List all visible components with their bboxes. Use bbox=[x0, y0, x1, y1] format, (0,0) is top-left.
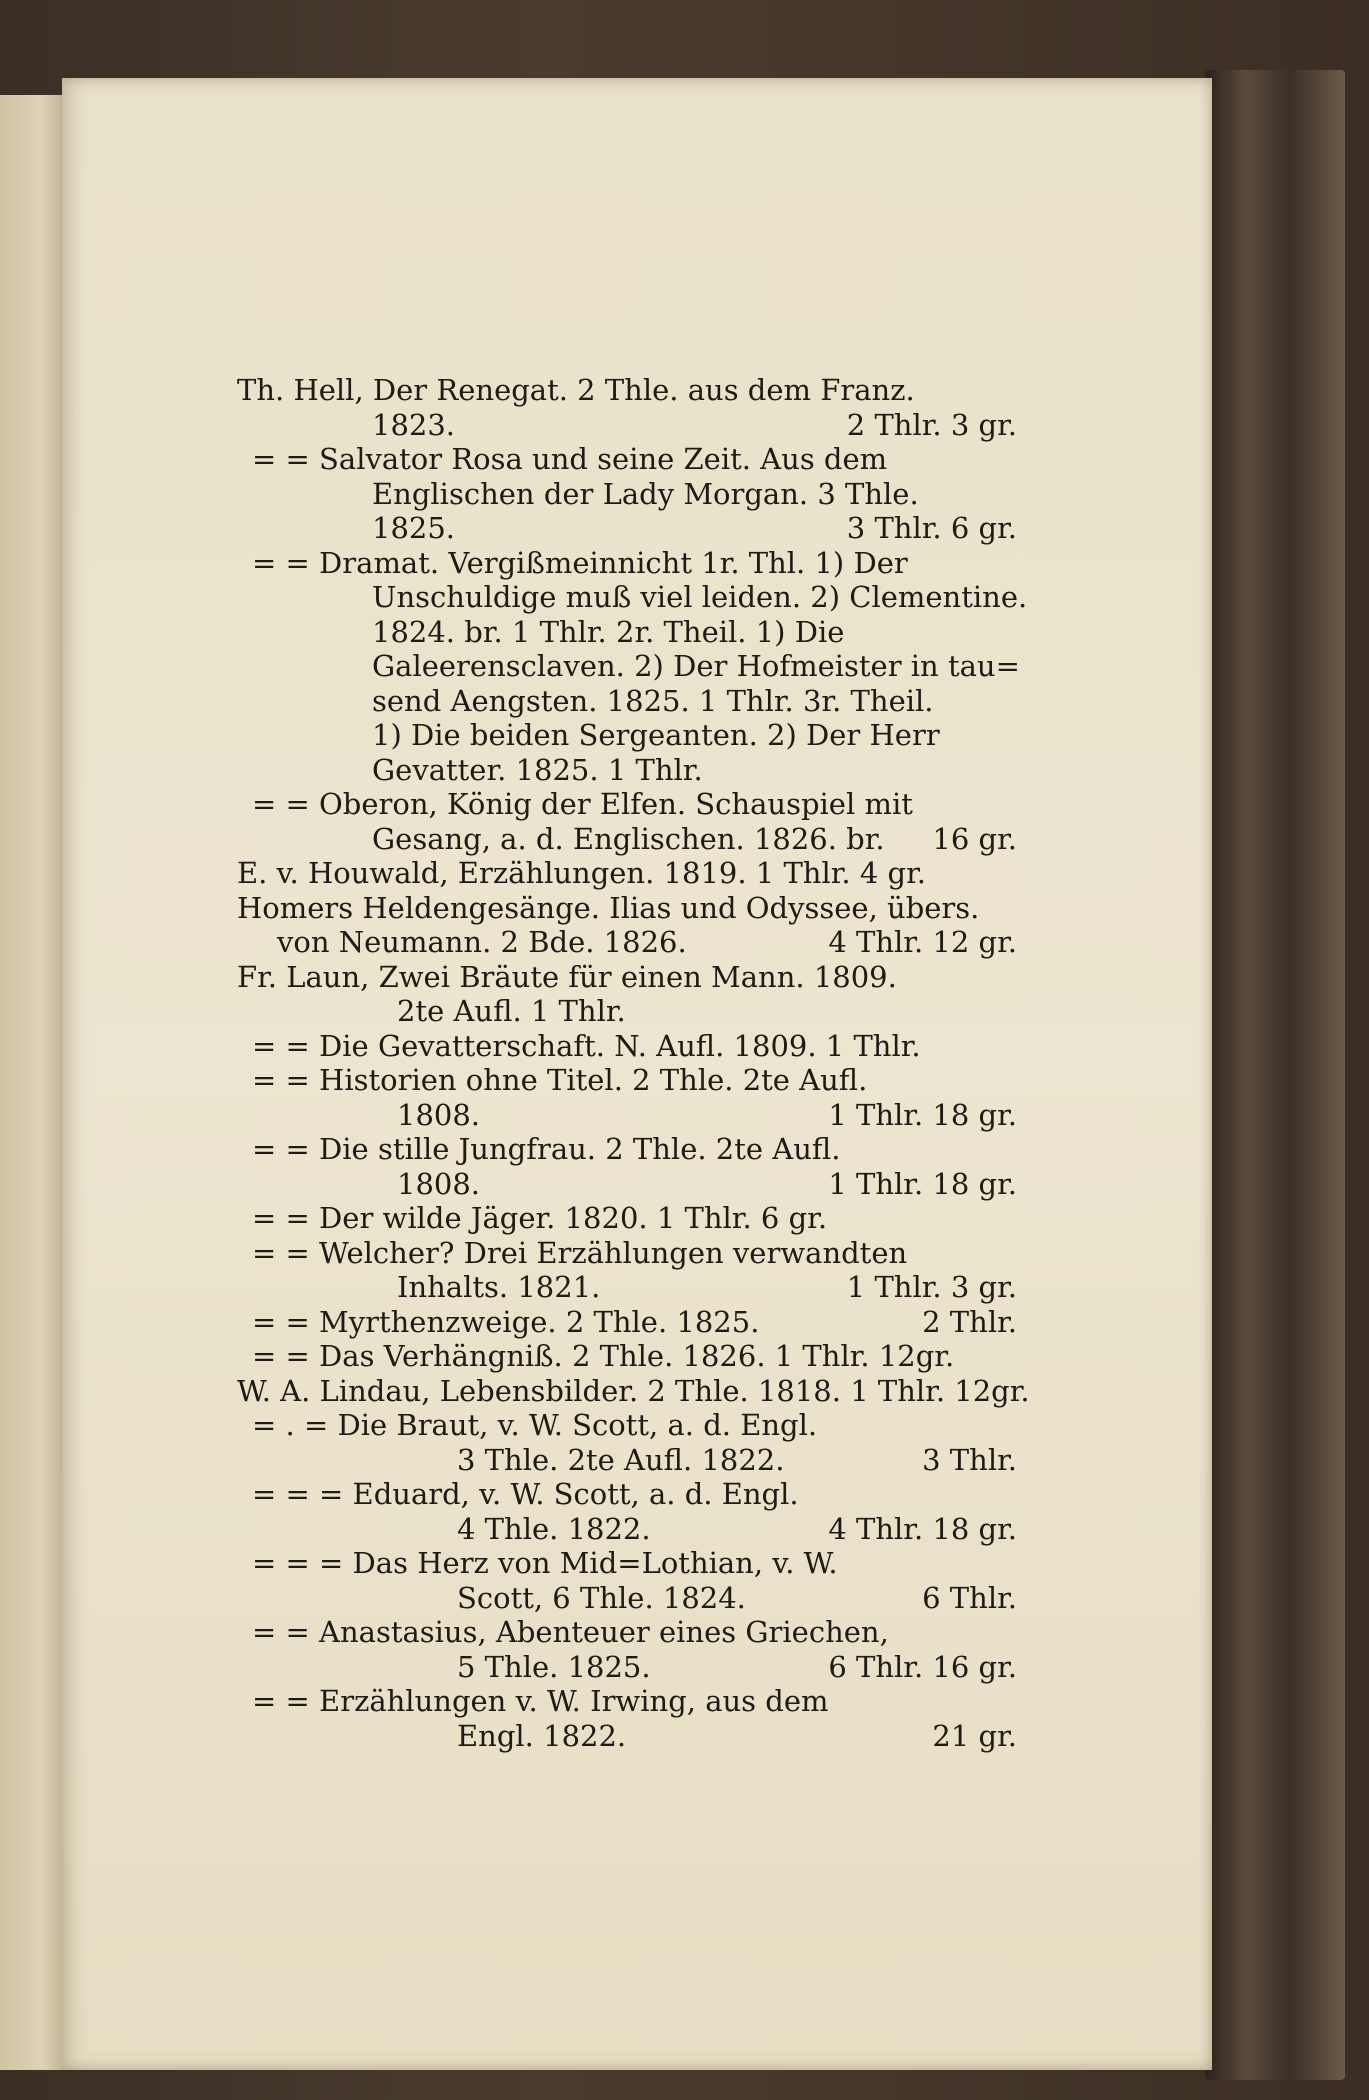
text-line: Gevatter. 1825. 1 Thlr. bbox=[372, 752, 703, 787]
text-line: = = = Das Herz von Mid=Lothian, v. W. bbox=[252, 1546, 838, 1580]
book-page bbox=[62, 78, 1212, 2070]
text-line: = = Der wilde Jäger. 1820. 1 Thlr. 6 gr. bbox=[252, 1201, 828, 1235]
text-line: = = = Eduard, v. W. Scott, a. d. Engl. bbox=[252, 1477, 799, 1511]
text-line: 3 Thle. 2te Aufl. 1822. 3 Thlr. bbox=[457, 1442, 1017, 1477]
text-line: 1808. 1 Thlr. 18 gr. bbox=[397, 1166, 1017, 1201]
text-line: send Aengsten. 1825. 1 Thlr. 3r. Theil. bbox=[372, 683, 934, 718]
text-line: = = Dramat. Vergißmeinnicht 1r. Thl. 1) Der bbox=[252, 545, 908, 580]
text-line: = . = Die Braut, v. W. Scott, a. d. Engl. bbox=[252, 1408, 818, 1442]
catalog-text bbox=[237, 373, 1030, 1753]
text-line: Fr. Laun, Zwei Bräute für einen Mann. 1809. bbox=[237, 959, 897, 994]
text-line: 1825. 3 Thlr. 6 gr. bbox=[372, 511, 1017, 545]
text-line: = = Die stille Jungfrau. 2 Thle. 2te Aufl. bbox=[252, 1132, 841, 1166]
text-line: W. A. Lindau, Lebensbilder. 2 Thle. 1818. 1 Thlr. 12gr. bbox=[237, 1373, 1030, 1408]
text-line: 1824. br. 1 Thlr. 2r. Theil. 1) Die bbox=[372, 614, 845, 649]
text-line: Unschuldige muß viel leiden. 2) Clementine. bbox=[372, 580, 1028, 614]
text-line: 1) Die beiden Sergeanten. 2) Der Herr bbox=[372, 718, 940, 752]
text-line: = = Das Verhängniß. 2 Thle. 1826. 1 Thlr. 12gr. bbox=[252, 1339, 955, 1373]
text-line: = = Die Gevatterschaft. N. Aufl. 1809. 1 Thlr. bbox=[252, 1028, 921, 1063]
text-line: = = Erzählungen v. W. Irwing, aus dem bbox=[252, 1684, 829, 1718]
text-line: = = Salvator Rosa und seine Zeit. Aus dem bbox=[252, 442, 888, 476]
text-line: Scott, 6 Thle. 1824. 6 Thlr. bbox=[457, 1580, 1017, 1615]
text-line: Engl. 1822. 21 gr. bbox=[457, 1718, 1017, 1753]
text-line: 4 Thle. 1822. 4 Thlr. 18 gr. bbox=[457, 1511, 1017, 1546]
text-line: Th. Hell, Der Renegat. 2 Thle. aus dem Franz. bbox=[237, 373, 915, 407]
text-line: = = Myrthenzweige. 2 Thle. 1825. 2 Thlr. bbox=[252, 1304, 1017, 1339]
text-line: 2te Aufl. 1 Thlr. bbox=[397, 994, 626, 1028]
text-line: Gesang, a. d. Englischen. 1826. br. 16 gr. bbox=[372, 821, 1017, 856]
text-line: Inhalts. 1821. 1 Thlr. 3 gr. bbox=[397, 1270, 1017, 1304]
text-line: 5 Thle. 1825. 6 Thlr. 16 gr. bbox=[457, 1649, 1017, 1684]
text-line: von Neumann. 2 Bde. 1826. 4 Thlr. 12 gr. bbox=[277, 925, 1017, 959]
text-line: E. v. Houwald, Erzählungen. 1819. 1 Thlr. 4 gr. bbox=[237, 856, 926, 890]
text-line: 1808. 1 Thlr. 18 gr. bbox=[397, 1097, 1017, 1132]
book-cover-edge bbox=[1205, 70, 1345, 2080]
text-line: = = Welcher? Drei Erzählungen verwandten bbox=[252, 1235, 908, 1270]
text-line: = = Historien ohne Titel. 2 Thle. 2te Aufl. bbox=[252, 1063, 868, 1097]
text-line: Homers Heldengesänge. Ilias und Odyssee, übers. bbox=[237, 890, 980, 925]
text-line: Englischen der Lady Morgan. 3 Thle. bbox=[372, 476, 919, 511]
text-line: Galeerensclaven. 2) Der Hofmeister in tau= bbox=[372, 649, 1020, 683]
text-line: 1823. 2 Thlr. 3 gr. bbox=[372, 407, 1017, 442]
text-line: = = Oberon, König der Elfen. Schauspiel mit bbox=[252, 787, 913, 821]
text-line: = = Anastasius, Abenteuer eines Griechen, bbox=[252, 1615, 889, 1649]
